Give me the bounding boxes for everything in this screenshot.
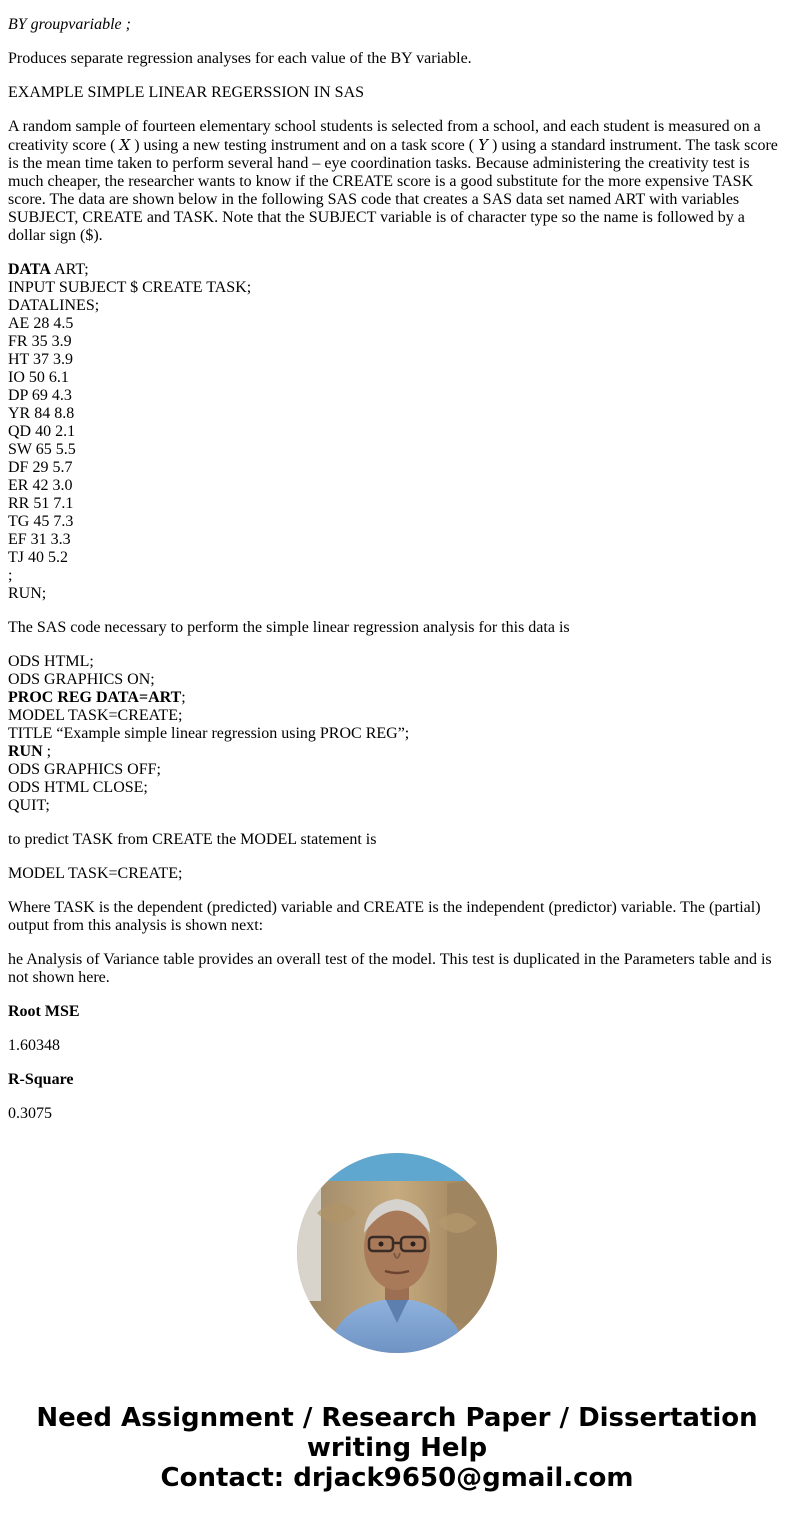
footer-contact: Contact: drjack9650@gmail.com	[160, 1463, 634, 1493]
model-statement: MODEL TASK=CREATE;	[8, 865, 183, 882]
proc-reg-keyword: PROC REG DATA=ART	[8, 689, 182, 706]
where-text: Where TASK is the dependent (predicted) variable and CREATE is the independent (predictor) variable. The (partial) output from this analysis is shown next:	[8, 899, 761, 934]
predict-text: to predict TASK from CREATE the MODEL statement is	[8, 831, 377, 848]
document-content	[8, 16, 784, 1139]
data-row: ER 42 3.0	[8, 477, 73, 494]
variable-x: X	[119, 136, 131, 154]
code-line-title: TITLE “Example simple linear regression using PROC REG”;	[8, 725, 410, 742]
by-statement: BY groupvariable ;	[8, 16, 131, 33]
data-row: AE 28 4.5	[8, 315, 74, 332]
code-line-ods-html: ODS HTML;	[8, 653, 94, 670]
code-line-run: RUN;	[8, 585, 47, 602]
code-line-datalines: DATALINES;	[8, 297, 100, 314]
avatar-photo-icon	[297, 1153, 497, 1353]
code-line-run: RUN ;	[8, 743, 52, 760]
data-row: QD 40 2.1	[8, 423, 76, 440]
code-line-quit: QUIT;	[8, 797, 50, 814]
section-heading: EXAMPLE SIMPLE LINEAR REGERSSION IN SAS	[8, 84, 365, 101]
data-row: TJ 40 5.2	[8, 549, 68, 566]
footer-line-2: writing Help	[306, 1433, 488, 1463]
data-row: RR 51 7.1	[8, 495, 74, 512]
data-row: EF 31 3.3	[8, 531, 71, 548]
code-line-input: INPUT SUBJECT $ CREATE TASK;	[8, 279, 252, 296]
code-line-data: DATA ART;	[8, 261, 89, 278]
code-line-ods-graphics-off: ODS GRAPHICS OFF;	[8, 761, 161, 778]
code-line-model: MODEL TASK=CREATE;	[8, 707, 183, 724]
code-line-ods-html-close: ODS HTML CLOSE;	[8, 779, 148, 796]
description-part-3: ) using a standard instrument. The task score is the mean time taken to perform several hand – eye coordination tasks. Because administering the creativity test is much cheaper, the researcher wants to know if the CREATE score is a good substitute for the more expensive TASK score. The data are shown below in the following SAS code that creates a SAS data set named ART with variables SUBJECT, CREATE and TASK. Note that the SUBJECT variable is of character type so the name is followed by a dollar sign ($).	[8, 137, 778, 244]
data-row: FR 35 3.9	[8, 333, 72, 350]
data-row: IO 50 6.1	[8, 369, 69, 386]
anova-text: he Analysis of Variance table provides an overall test of the model. This test is duplicated in the Parameters table and is not shown here.	[8, 951, 772, 986]
regression-intro: The SAS code necessary to perform the simple linear regression analysis for this data is	[8, 619, 570, 636]
proc-reg-code	[8, 653, 784, 815]
avatar	[297, 1153, 497, 1353]
code-line-ods-graphics-on: ODS GRAPHICS ON;	[8, 671, 155, 688]
r-square-label: R-Square	[8, 1071, 74, 1088]
data-row: SW 65 5.5	[8, 441, 76, 458]
data-row: HT 37 3.9	[8, 351, 74, 368]
r-square-value: 0.3075	[8, 1105, 52, 1122]
root-mse-label: Root MSE	[8, 1003, 80, 1020]
data-row: YR 84 8.8	[8, 405, 75, 422]
variable-y: Y	[478, 136, 489, 154]
data-row: TG 45 7.3	[8, 513, 74, 530]
description-part-1: A random sample of fourteen elementary school students is selected from a school, and each student is measured on a creativity score (	[8, 118, 761, 154]
data-keyword: DATA	[8, 261, 51, 278]
code-line-proc-reg: PROC REG DATA=ART;	[8, 689, 186, 706]
data-step-code	[8, 261, 784, 603]
footer-line-1: Need Assignment / Research Paper / Dissertation	[36, 1403, 758, 1433]
root-mse-value: 1.60348	[8, 1037, 60, 1054]
by-description: Produces separate regression analyses for each value of the BY variable.	[8, 50, 472, 67]
problem-description	[8, 118, 784, 245]
run-keyword: RUN	[8, 743, 43, 760]
code-line-terminator: ;	[8, 567, 13, 584]
data-row: DF 29 5.7	[8, 459, 73, 476]
data-row: DP 69 4.3	[8, 387, 72, 404]
footer-banner	[0, 1403, 794, 1493]
description-part-2: ) using a new testing instrument and on a task score (	[134, 137, 475, 154]
